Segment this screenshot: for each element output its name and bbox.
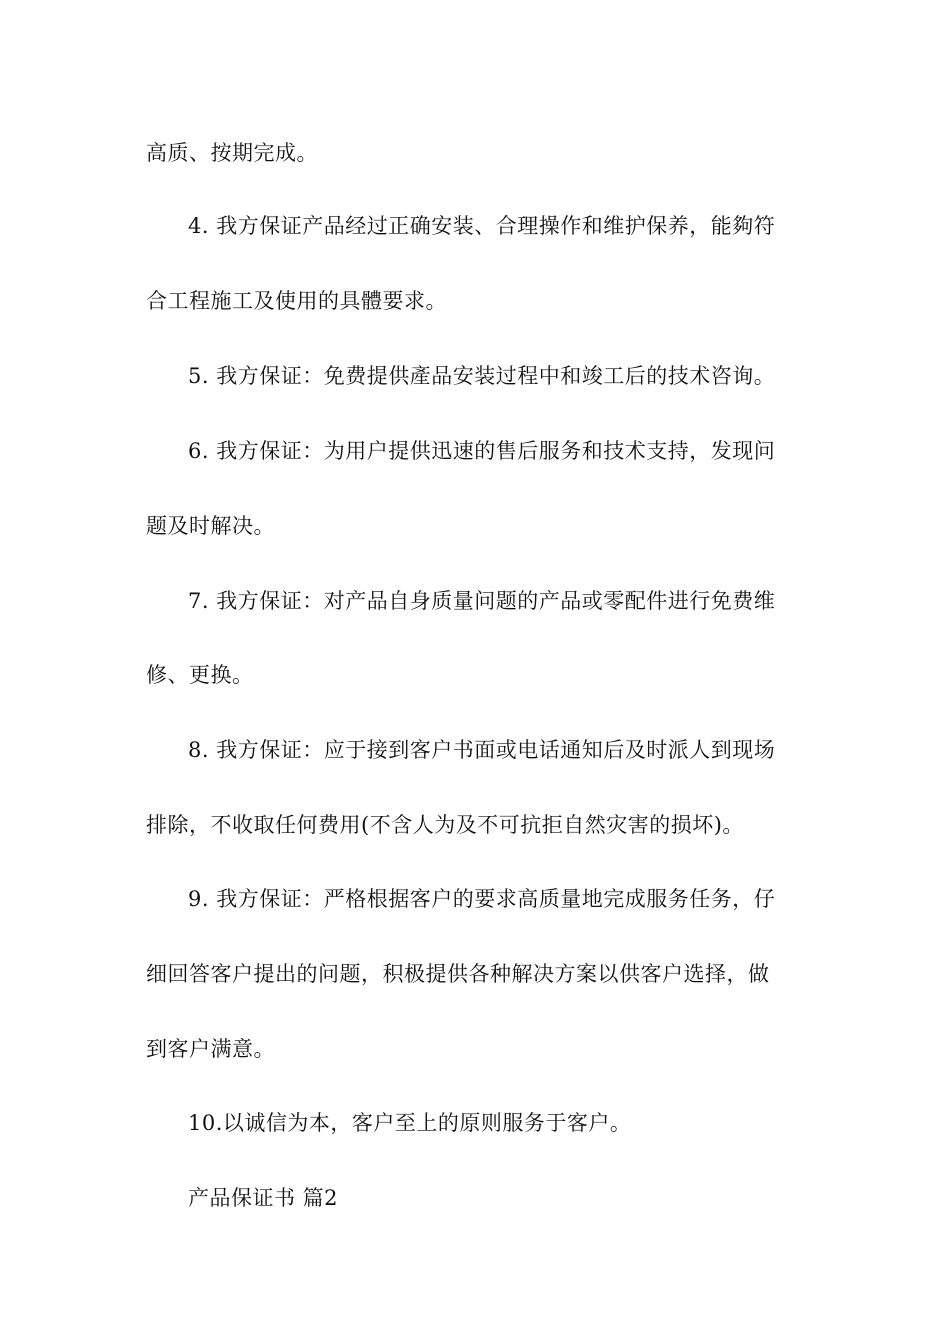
paragraph-line: 4. 我方保证产品经过正确安装、合理操作和维护保养，能夠符 — [188, 214, 776, 238]
paragraph-line: 10.以诚信为本，客户至上的原则服务于客户。 — [188, 1111, 632, 1135]
paragraph-line: 高质、按期完成。 — [146, 141, 318, 165]
paragraph-line: 5. 我方保证：免费提供產品安装过程中和竣工后的技术咨询。 — [188, 364, 776, 388]
paragraph-line: 到客户满意。 — [146, 1037, 275, 1061]
paragraph-line: 8. 我方保证：应于接到客户书面或电话通知后及时派人到现场 — [188, 738, 776, 762]
paragraph-line: 6. 我方保证：为用户提供迅速的售后服务和技术支持，发现问 — [188, 439, 776, 463]
paragraph-line: 合工程施工及使用的具體要求。 — [146, 289, 447, 313]
section-heading: 产品保证书 篇2 — [188, 1186, 339, 1210]
paragraph-line: 题及时解决。 — [146, 514, 275, 538]
paragraph-line: 修、更换。 — [146, 663, 254, 687]
paragraph-line: 9. 我方保证：严格根据客户的要求高质量地完成服务任务，仔 — [188, 887, 776, 911]
paragraph-line: 排除，不收取任何费用(不含人为及不可抗拒自然灾害的损坏)。 — [146, 813, 744, 837]
paragraph-line: 7. 我方保证：对产品自身质量问题的产品或零配件进行免费维 — [188, 589, 776, 613]
paragraph-line: 细回答客户提出的问题，积极提供各种解决方案以供客户选择，做 — [146, 962, 770, 986]
